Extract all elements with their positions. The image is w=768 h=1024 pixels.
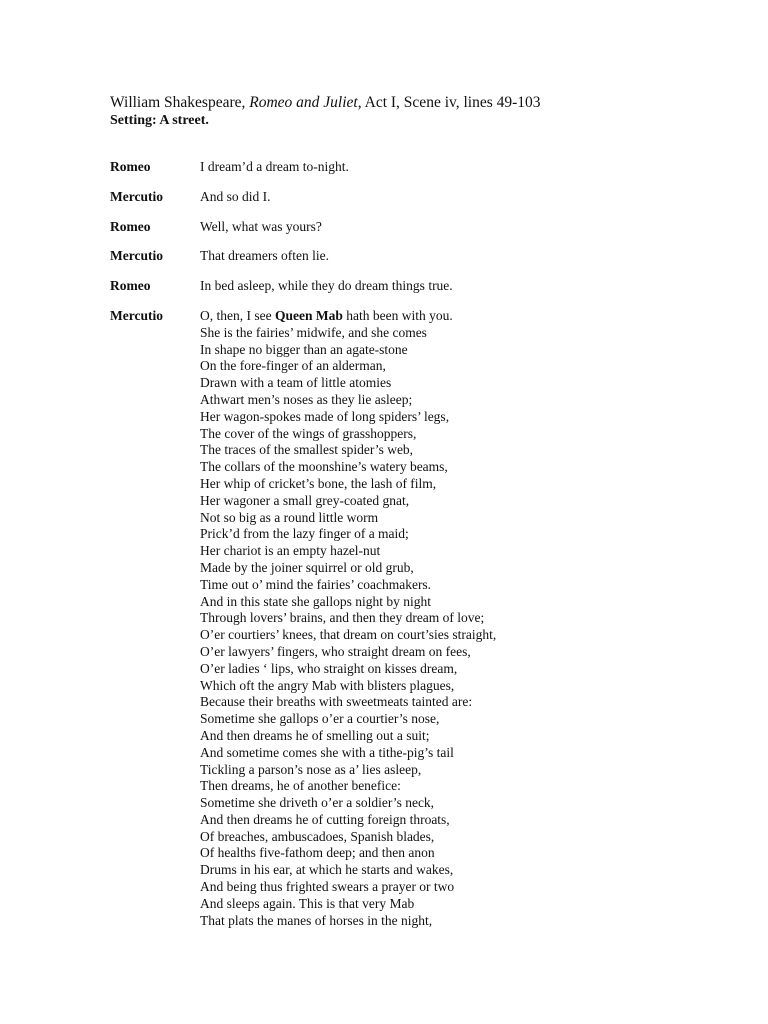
speech-line: The collars of the moonshine’s watery beams, <box>200 459 448 475</box>
dialogue-turn <box>110 248 670 265</box>
dialogue-turn <box>110 159 670 176</box>
speech-line: Drums in his ear, at which he starts and wakes, <box>200 862 454 878</box>
speech-line: On the fore-finger of an alderman, <box>200 358 386 374</box>
speech-line: Of healths five-fathom deep; and then anon <box>200 845 435 861</box>
speech-line: The cover of the wings of grasshoppers, <box>200 425 417 441</box>
dialogue-turn <box>110 219 670 236</box>
speech-line: She is the fairies’ midwife, and she comes <box>200 324 427 340</box>
document-title <box>110 94 541 112</box>
speaker-name: Mercutio <box>110 188 163 204</box>
speech-line: And sleeps again. This is that very Mab <box>200 895 415 911</box>
speech-line: Sometime she gallops o’er a courtier’s nose, <box>200 711 440 727</box>
speech-line: Tickling a parson’s nose as a’ lies asleep, <box>200 761 422 777</box>
dialogue-turn <box>110 189 670 206</box>
speech-line: Because their breaths with sweetmeats tainted are: <box>200 694 473 710</box>
dialogue-turn-queen-mab <box>110 308 670 929</box>
speech-line: Of breaches, ambuscadoes, Spanish blades, <box>200 828 435 844</box>
speech-line: O’er lawyers’ fingers, who straight dream on fees, <box>200 643 471 659</box>
dialogue <box>110 159 670 942</box>
speech-line: O’er courtiers’ knees, that dream on court’sies straight, <box>200 627 497 643</box>
line-text: hath been with you. <box>342 307 453 323</box>
title-author: William Shakespeare, <box>110 94 250 111</box>
speech-line: Athwart men’s noses as they lie asleep; <box>200 391 413 407</box>
speech-line: And being thus frighted swears a prayer or two <box>200 879 455 895</box>
speech-line: And in this state she gallops night by night <box>200 593 431 609</box>
speech-line: Her wagon-spokes made of long spiders’ legs, <box>200 408 450 424</box>
speech-line: Not so big as a round little worm <box>200 509 379 525</box>
speech-lines <box>200 189 271 206</box>
speech-line: The traces of the smallest spider’s web, <box>200 442 414 458</box>
dialogue-turn <box>110 278 670 295</box>
speech-line: That plats the manes of horses in the night, <box>200 912 433 928</box>
line-text: O, then, I see <box>200 307 275 323</box>
speech-line: O’er ladies ‘ lips, who straight on kisses dream, <box>200 660 458 676</box>
speech-line: In shape no bigger than an agate-stone <box>200 341 408 357</box>
speech-lines <box>200 308 496 929</box>
speech-line: Time out o’ mind the fairies’ coachmakers. <box>200 576 432 592</box>
speech-line: That dreamers often lie. <box>200 248 329 264</box>
speech-line: Through lovers’ brains, and then they dream of love; <box>200 610 485 626</box>
speech-line: Then dreams, he of another benefice: <box>200 778 401 794</box>
speech-line: Her whip of cricket’s bone, the lash of film, <box>200 475 437 491</box>
speech-line: Made by the joiner squirrel or old grub, <box>200 559 414 575</box>
title-location: , Act I, Scene iv, lines 49-103 <box>357 94 541 111</box>
speech-line: And then dreams he of cutting foreign throats, <box>200 811 450 827</box>
speech-line: Her wagoner a small grey-coated gnat, <box>200 492 410 508</box>
speech-line: Drawn with a team of little atomies <box>200 375 392 391</box>
scene-setting: Setting: A street. <box>110 113 209 128</box>
speech-line: Which oft the angry Mab with blisters plagues, <box>200 677 455 693</box>
speech-line: Sometime she driveth o’er a soldier’s neck, <box>200 795 435 811</box>
speech-line: In bed asleep, while they do dream things true. <box>200 278 453 294</box>
speech-line: Well, what was yours? <box>200 218 322 234</box>
speaker-name: Mercutio <box>110 248 163 264</box>
speech-line: And sometime comes she with a tithe-pig’s tail <box>200 744 454 760</box>
speech-lines <box>200 219 322 236</box>
speaker-name: Mercutio <box>110 307 163 323</box>
speech-line: And then dreams he of smelling out a suit; <box>200 727 430 743</box>
speech-line: Her chariot is an empty hazel-nut <box>200 543 381 559</box>
speech-line: I dream’d a dream to-night. <box>200 159 349 174</box>
title-work: Romeo and Juliet <box>249 94 358 111</box>
speaker-name: Romeo <box>110 159 151 174</box>
speech-line: Prick’d from the lazy finger of a maid; <box>200 526 409 542</box>
speaker-name: Romeo <box>110 278 151 294</box>
speech-line-first <box>200 308 496 325</box>
speech-lines <box>200 159 349 176</box>
speech-lines <box>200 278 453 295</box>
queen-mab-name: Queen Mab <box>274 307 343 323</box>
speech-line: And so did I. <box>200 188 271 204</box>
speech-lines <box>200 248 329 265</box>
speaker-name: Romeo <box>110 218 151 234</box>
